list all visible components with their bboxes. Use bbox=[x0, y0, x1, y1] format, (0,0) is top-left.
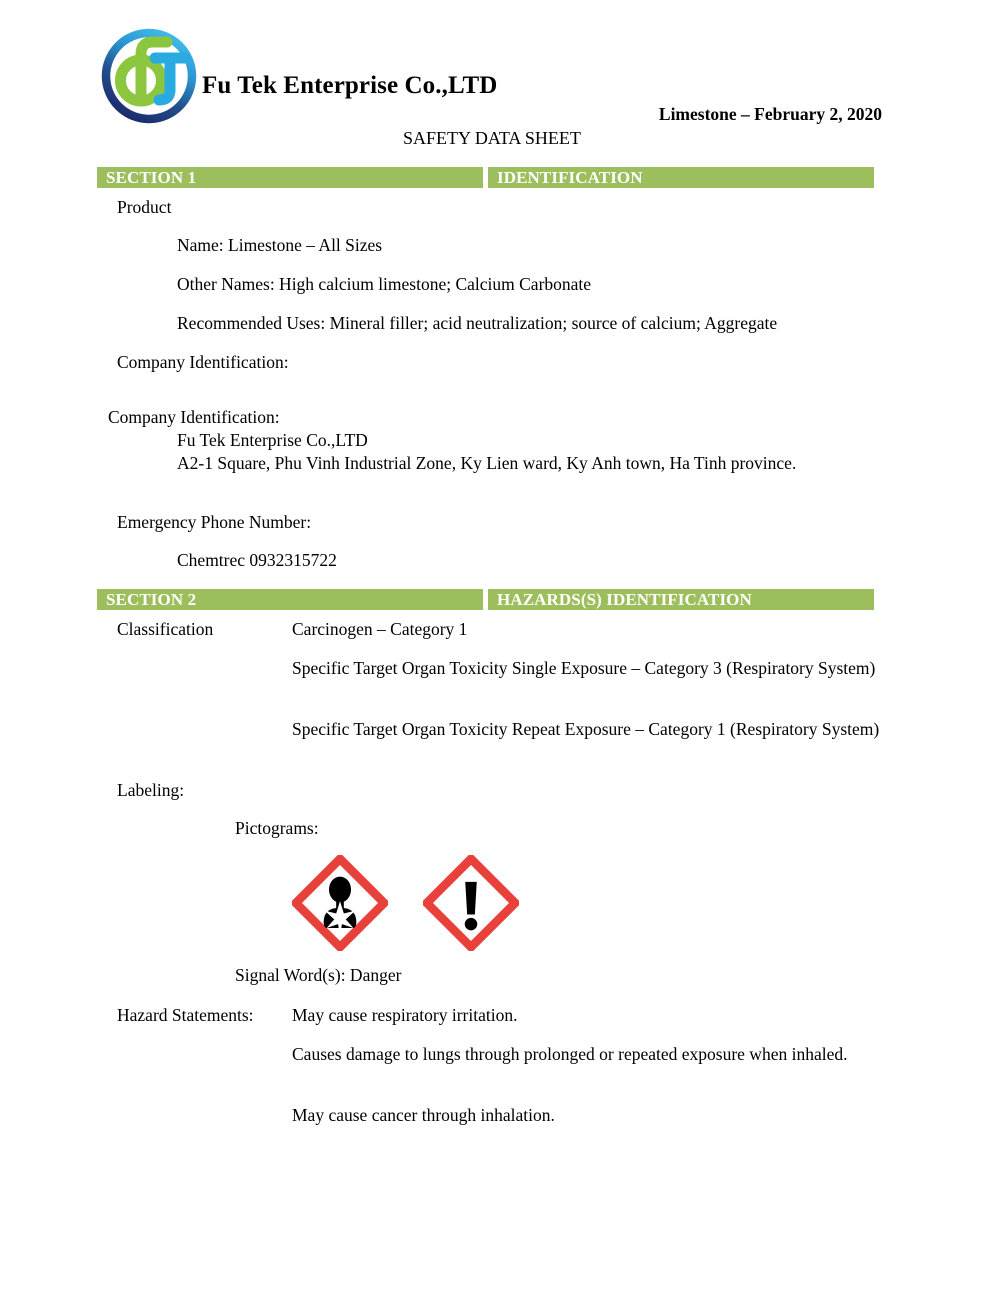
sds-title: SAFETY DATA SHEET bbox=[403, 128, 581, 148]
document-date: Limestone – February 2, 2020 bbox=[658, 104, 882, 124]
company-address-line-1: Fu Tek Enterprise Co.,LTD bbox=[177, 430, 368, 450]
classification-item: Carcinogen – Category 1 bbox=[292, 619, 468, 639]
ghs-exclamation-mark-pictogram bbox=[423, 855, 519, 951]
signal-word-line: Signal Word(s): Danger bbox=[235, 965, 402, 985]
company-identification-label-2: Company Identification: bbox=[108, 407, 280, 427]
section-1-number: SECTION 1 bbox=[97, 167, 483, 188]
fu-tek-logo bbox=[97, 24, 201, 128]
classification-label: Classification bbox=[117, 619, 214, 639]
labeling-label: Labeling: bbox=[117, 780, 185, 800]
section-1-title: IDENTIFICATION bbox=[488, 167, 874, 188]
pictogram-row bbox=[292, 855, 519, 951]
company-name: Fu Tek Enterprise Co.,LTD bbox=[202, 72, 498, 99]
document-header bbox=[0, 0, 1000, 150]
product-heading: Product bbox=[117, 197, 172, 217]
section-2-number: SECTION 2 bbox=[97, 589, 483, 610]
ghs-health-hazard-pictogram bbox=[292, 855, 388, 951]
emergency-phone-value: Chemtrec 0932315722 bbox=[177, 550, 337, 570]
pictograms-label: Pictograms: bbox=[235, 818, 319, 838]
company-address-line-2: A2-1 Square, Phu Vinh Industrial Zone, Ky Lien ward, Ky Anh town, Ha Tinh province. bbox=[177, 453, 797, 473]
section-1-header-bar bbox=[97, 167, 874, 188]
hazard-statement-item: Causes damage to lungs through prolonged or repeated exposure when inhaled. bbox=[292, 1044, 848, 1064]
classification-item: Specific Target Organ Toxicity Single Exposure – Category 3 (Respiratory System) bbox=[292, 658, 876, 678]
company-identification-label-1: Company Identification: bbox=[117, 352, 289, 372]
hazard-statement-item: May cause cancer through inhalation. bbox=[292, 1105, 555, 1125]
product-name-line: Name: Limestone – All Sizes bbox=[177, 235, 383, 255]
section-2-title: HAZARDS(S) IDENTIFICATION bbox=[488, 589, 874, 610]
emergency-phone-label: Emergency Phone Number: bbox=[117, 512, 312, 532]
hazard-statement-item: May cause respiratory irritation. bbox=[292, 1005, 518, 1025]
product-recommended-uses-line: Recommended Uses: Mineral filler; acid neutralization; source of calcium; Aggregate bbox=[177, 313, 778, 333]
section-2-header-bar bbox=[97, 589, 874, 610]
classification-item: Specific Target Organ Toxicity Repeat Exposure – Category 1 (Respiratory System) bbox=[292, 719, 880, 739]
hazard-statements-label: Hazard Statements: bbox=[117, 1005, 254, 1025]
product-other-names-line: Other Names: High calcium limestone; Calcium Carbonate bbox=[177, 274, 592, 294]
